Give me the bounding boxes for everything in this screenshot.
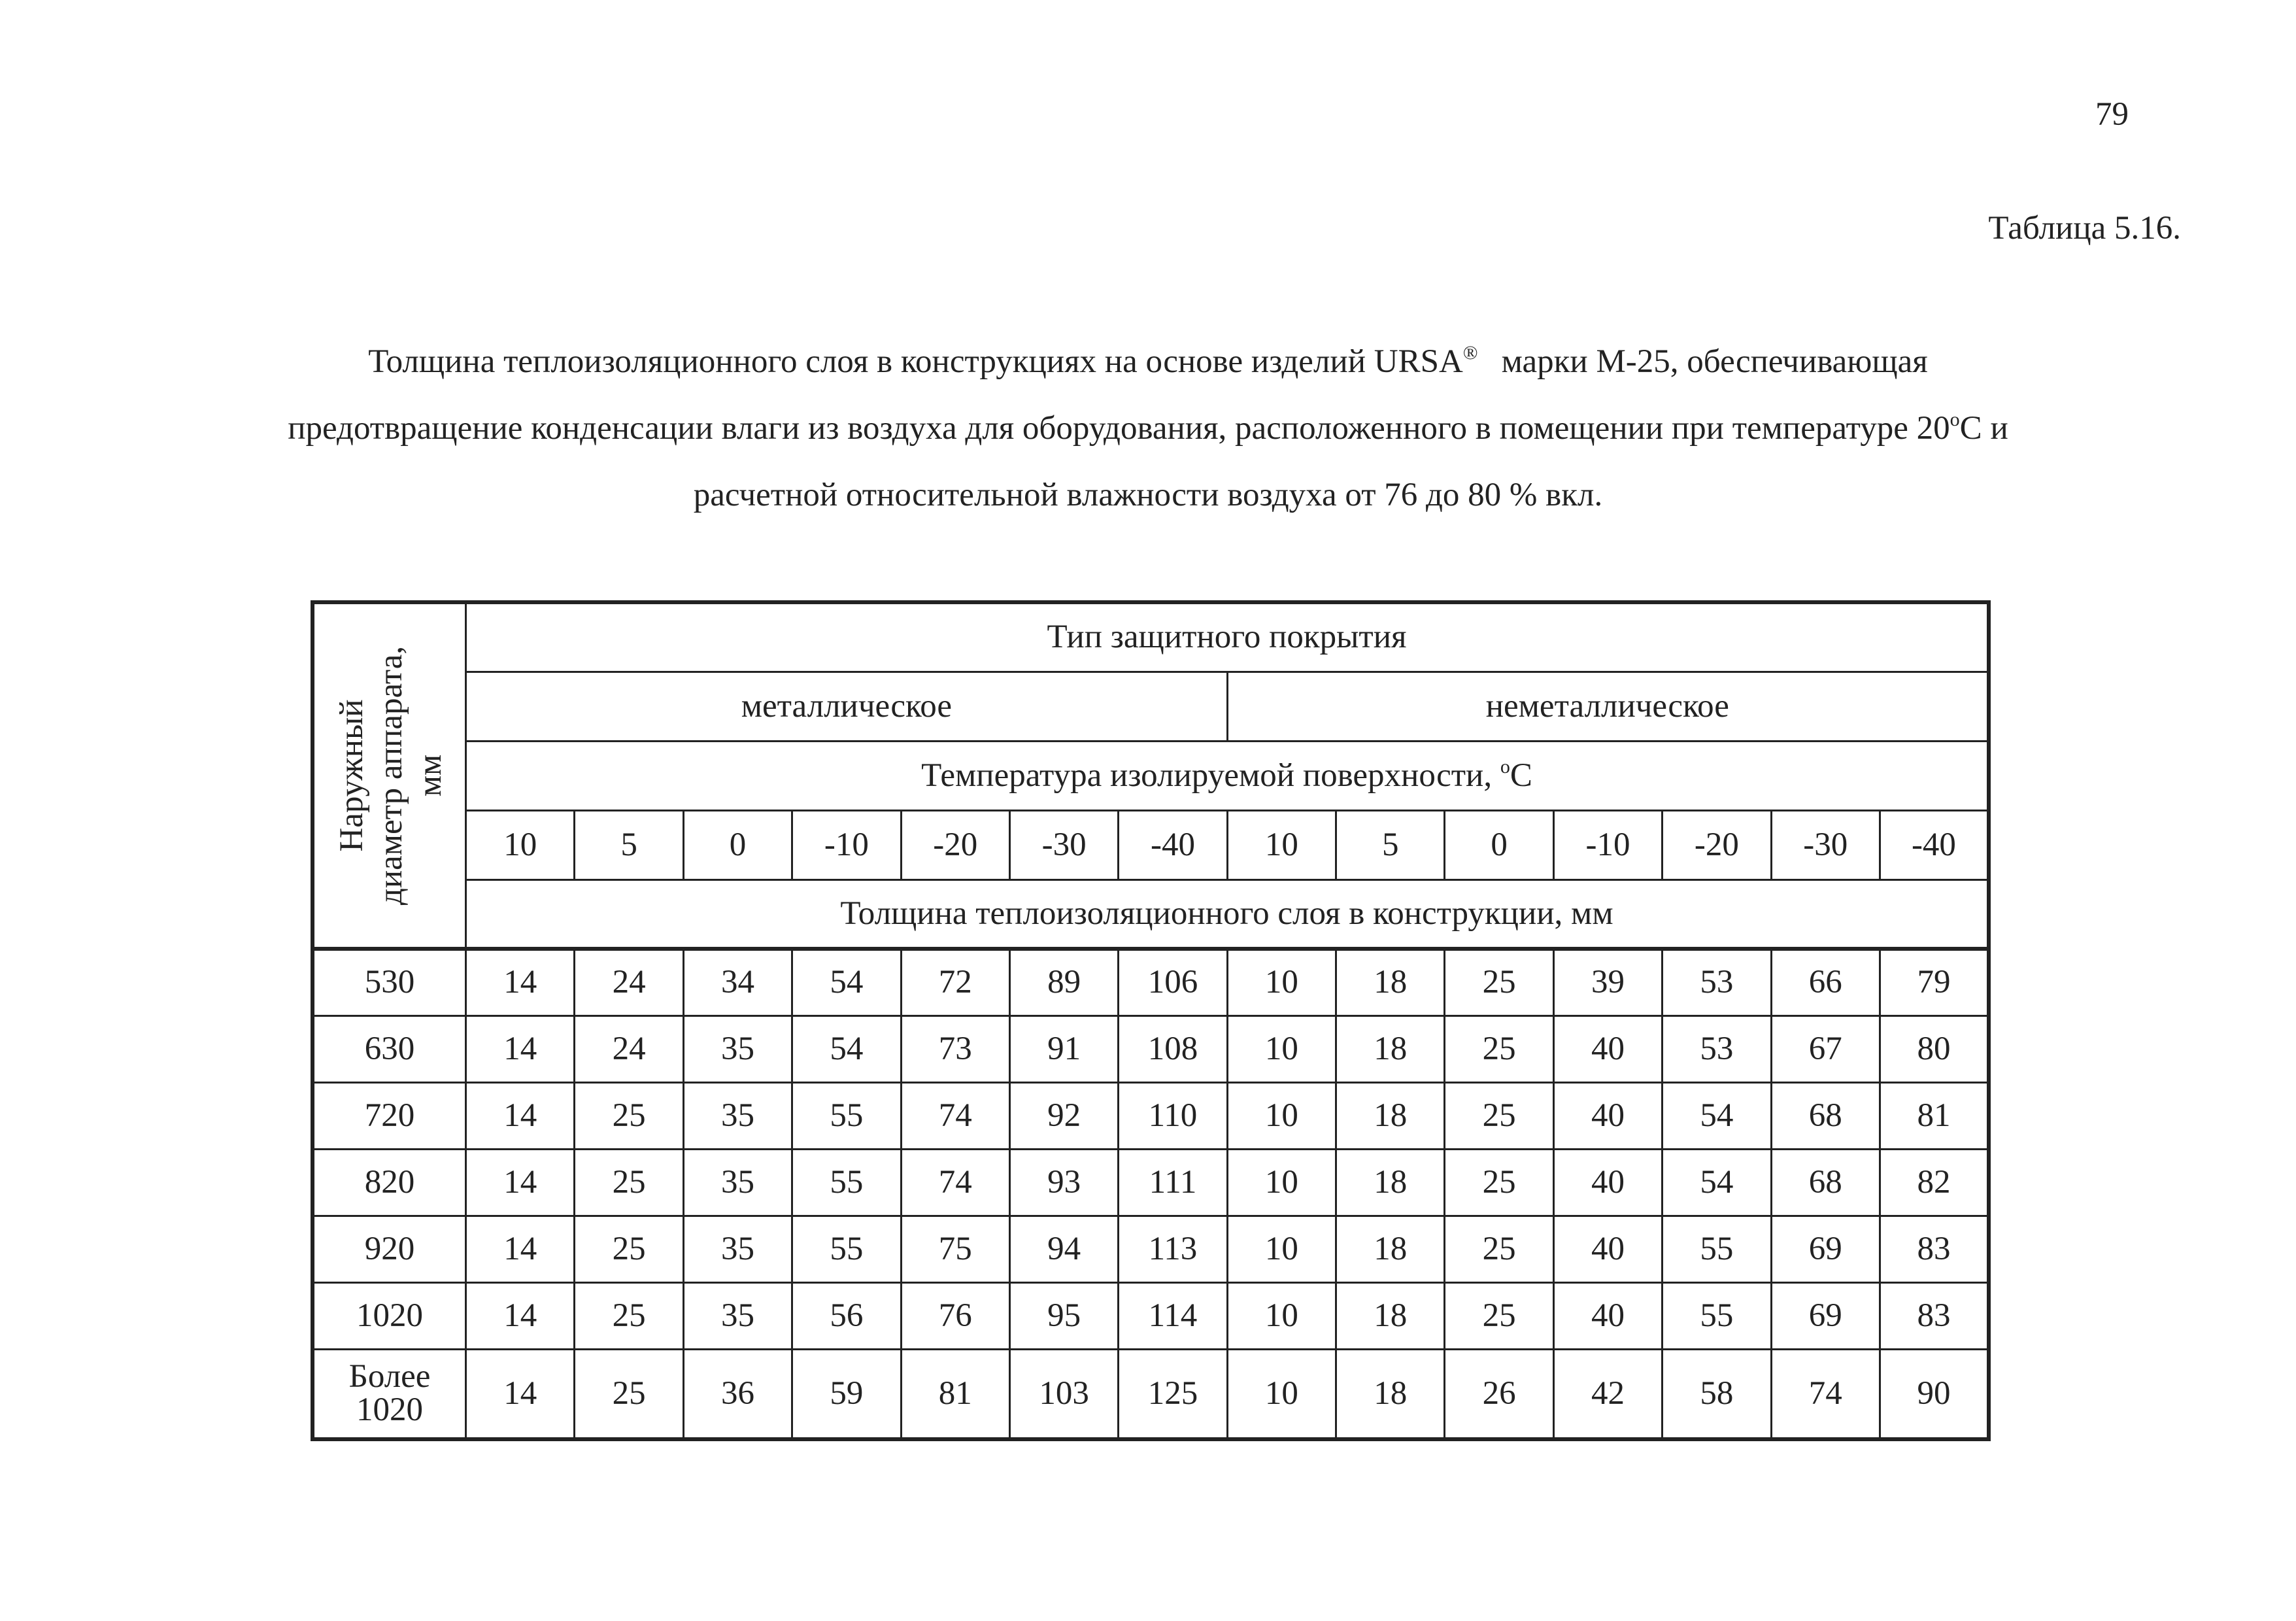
- thickness-cell: 69: [1771, 1216, 1880, 1282]
- thickness-cell: 25: [1445, 1082, 1553, 1149]
- temperature-cell: -30: [1009, 810, 1118, 879]
- thickness-cell: 55: [792, 1082, 901, 1149]
- temperature-cell: -30: [1771, 810, 1880, 879]
- thickness-cell: 10: [1227, 1349, 1336, 1439]
- page-number: 79: [2095, 96, 2129, 133]
- thickness-cell: 25: [1445, 1149, 1553, 1216]
- thickness-cell: 95: [1009, 1282, 1118, 1349]
- thickness-cell: 58: [1663, 1349, 1771, 1439]
- thickness-cell: 10: [1227, 949, 1336, 1015]
- thickness-cell: 18: [1336, 1015, 1445, 1082]
- caption-line-3: расчетной относительной влажности воздуха от 76 до 80 % вкл.: [693, 477, 1603, 513]
- thickness-cell: 39: [1553, 949, 1662, 1015]
- temperature-row: [312, 810, 1989, 879]
- thickness-cell: 25: [575, 1216, 683, 1282]
- thickness-cell: 18: [1336, 949, 1445, 1015]
- surface-temperature-header: Температура изолируемой поверхности, $^о$С: [466, 741, 1989, 810]
- temperature-cell: 10: [1227, 810, 1336, 879]
- thickness-cell: 40: [1553, 1015, 1662, 1082]
- thickness-cell: 14: [466, 949, 575, 1015]
- thickness-cell: 18: [1336, 1082, 1445, 1149]
- thickness-cell: 54: [792, 1015, 901, 1082]
- thickness-cell: 40: [1553, 1216, 1662, 1282]
- table-row: [312, 1216, 1989, 1282]
- thickness-cell: 81: [1880, 1082, 1989, 1149]
- thickness-cell: 14: [466, 1216, 575, 1282]
- table-row: [312, 1349, 1989, 1439]
- thickness-cell: 54: [792, 949, 901, 1015]
- thickness-cell: 40: [1553, 1149, 1662, 1216]
- temperature-cell: -10: [792, 810, 901, 879]
- temperature-cell: 0: [683, 810, 792, 879]
- diameter-cell: 630: [312, 1015, 466, 1082]
- thickness-cell: 83: [1880, 1282, 1989, 1349]
- thickness-header: Толщина теплоизоляционного слоя в конструкции, мм: [466, 879, 1989, 949]
- thickness-cell: 25: [1445, 1216, 1553, 1282]
- temperature-cell: -20: [1663, 810, 1771, 879]
- thickness-cell: 40: [1553, 1282, 1662, 1349]
- diameter-cell: 720: [312, 1082, 466, 1149]
- thickness-table: [311, 600, 1991, 1441]
- caption-line-2: предотвращение конденсации влаги из воздуха для оборудования, расположенного в помещении при температуре $20^оС$ и: [288, 409, 2008, 447]
- thickness-cell: 111: [1119, 1149, 1227, 1216]
- temperature-cell: -20: [901, 810, 1009, 879]
- thickness-cell: 69: [1771, 1282, 1880, 1349]
- thickness-cell: 125: [1119, 1349, 1227, 1439]
- thickness-cell: 92: [1009, 1082, 1118, 1149]
- thickness-cell: 10: [1227, 1015, 1336, 1082]
- thickness-cell: 53: [1663, 949, 1771, 1015]
- thickness-cell: 90: [1880, 1349, 1989, 1439]
- thickness-cell: 68: [1771, 1149, 1880, 1216]
- thickness-cell: 14: [466, 1282, 575, 1349]
- thickness-cell: 74: [901, 1149, 1009, 1216]
- thickness-cell: 74: [901, 1082, 1009, 1149]
- thickness-cell: 42: [1553, 1349, 1662, 1439]
- thickness-cell: 81: [901, 1349, 1009, 1439]
- thickness-cell: 10: [1227, 1216, 1336, 1282]
- thickness-cell: 34: [683, 949, 792, 1015]
- thickness-cell: 25: [1445, 1015, 1553, 1082]
- thickness-cell: 73: [901, 1015, 1009, 1082]
- thickness-cell: 94: [1009, 1216, 1118, 1282]
- thickness-cell: 91: [1009, 1015, 1118, 1082]
- thickness-cell: 55: [792, 1216, 901, 1282]
- thickness-cell: 67: [1771, 1015, 1880, 1082]
- thickness-cell: 14: [466, 1082, 575, 1149]
- thickness-cell: 35: [683, 1082, 792, 1149]
- thickness-cell: 14: [466, 1149, 575, 1216]
- thickness-cell: 74: [1771, 1349, 1880, 1439]
- thickness-cell: 35: [683, 1015, 792, 1082]
- thickness-cell: 54: [1663, 1149, 1771, 1216]
- thickness-cell: 93: [1009, 1149, 1118, 1216]
- table-row: [312, 1082, 1989, 1149]
- temperature-cell: -40: [1880, 810, 1989, 879]
- thickness-cell: 113: [1119, 1216, 1227, 1282]
- thickness-cell: 25: [575, 1149, 683, 1216]
- thickness-cell: 25: [575, 1282, 683, 1349]
- diameter-cell: 920: [312, 1216, 466, 1282]
- thickness-cell: 26: [1445, 1349, 1553, 1439]
- table-caption: [98, 328, 2198, 528]
- temperature-cell: 5: [575, 810, 683, 879]
- thickness-cell: 79: [1880, 949, 1989, 1015]
- thickness-cell: 40: [1553, 1082, 1662, 1149]
- thickness-cell: 14: [466, 1015, 575, 1082]
- group-nonmetal-header: неметаллическое: [1227, 672, 1989, 741]
- thickness-cell: 35: [683, 1282, 792, 1349]
- thickness-cell: 14: [466, 1349, 575, 1439]
- group-metal-header: металлическое: [466, 672, 1228, 741]
- thickness-cell: 103: [1009, 1349, 1118, 1439]
- thickness-cell: 18: [1336, 1349, 1445, 1439]
- thickness-cell: 53: [1663, 1015, 1771, 1082]
- table-row: [312, 1149, 1989, 1216]
- table-row: [312, 949, 1989, 1015]
- thickness-cell: 18: [1336, 1216, 1445, 1282]
- thickness-cell: 35: [683, 1216, 792, 1282]
- thickness-cell: 110: [1119, 1082, 1227, 1149]
- thickness-cell: 80: [1880, 1015, 1989, 1082]
- thickness-cell: 24: [575, 1015, 683, 1082]
- diameter-cell: 530: [312, 949, 466, 1015]
- table-row: [312, 1282, 1989, 1349]
- thickness-cell: 59: [792, 1349, 901, 1439]
- temperature-cell: 10: [466, 810, 575, 879]
- thickness-cell: 25: [1445, 1282, 1553, 1349]
- thickness-cell: 75: [901, 1216, 1009, 1282]
- diameter-cell: 1020: [312, 1282, 466, 1349]
- thickness-cell: 10: [1227, 1082, 1336, 1149]
- thickness-cell: 24: [575, 949, 683, 1015]
- thickness-cell: 54: [1663, 1082, 1771, 1149]
- temperature-cell: -40: [1119, 810, 1227, 879]
- thickness-cell: 18: [1336, 1282, 1445, 1349]
- table-label: Таблица 5.16.: [1988, 210, 2181, 247]
- thickness-cell: 56: [792, 1282, 901, 1349]
- thickness-cell: 25: [575, 1082, 683, 1149]
- diameter-column-header: Наружный диаметр аппарата, мм: [312, 602, 466, 949]
- thickness-cell: 35: [683, 1149, 792, 1216]
- thickness-cell: 106: [1119, 949, 1227, 1015]
- thickness-cell: 114: [1119, 1282, 1227, 1349]
- thickness-cell: 18: [1336, 1149, 1445, 1216]
- thickness-cell: 82: [1880, 1149, 1989, 1216]
- thickness-cell: 89: [1009, 949, 1118, 1015]
- temperature-cell: 0: [1445, 810, 1553, 879]
- table-row: [312, 1015, 1989, 1082]
- thickness-cell: 25: [575, 1349, 683, 1439]
- thickness-cell: 76: [901, 1282, 1009, 1349]
- thickness-cell: 55: [1663, 1282, 1771, 1349]
- thickness-cell: 10: [1227, 1282, 1336, 1349]
- temperature-cell: 5: [1336, 810, 1445, 879]
- thickness-cell: 108: [1119, 1015, 1227, 1082]
- diameter-cell: 820: [312, 1149, 466, 1216]
- thickness-cell: 72: [901, 949, 1009, 1015]
- thickness-cell: 36: [683, 1349, 792, 1439]
- caption-line-1: Толщина теплоизоляционного слоя в конструкциях на основе изделий URSA® марки М-25, обеспечивающая: [368, 342, 1928, 380]
- thickness-cell: 68: [1771, 1082, 1880, 1149]
- coating-type-header: Тип защитного покрытия: [466, 602, 1989, 672]
- diameter-cell: Более 1020: [312, 1349, 466, 1439]
- thickness-cell: 83: [1880, 1216, 1989, 1282]
- thickness-cell: 55: [1663, 1216, 1771, 1282]
- thickness-cell: 10: [1227, 1149, 1336, 1216]
- temperature-cell: -10: [1553, 810, 1662, 879]
- thickness-cell: 25: [1445, 949, 1553, 1015]
- thickness-cell: 55: [792, 1149, 901, 1216]
- thickness-cell: 66: [1771, 949, 1880, 1015]
